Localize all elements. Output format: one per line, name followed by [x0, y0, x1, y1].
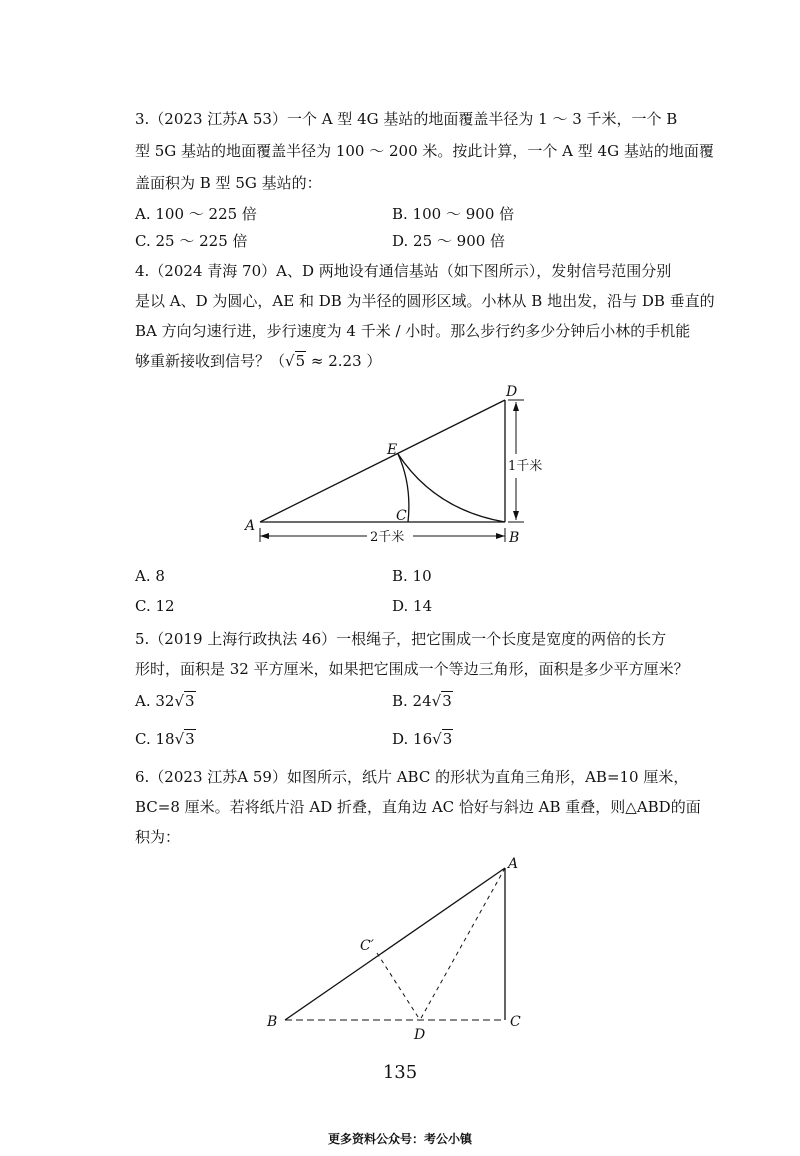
q4-option-a: A. 8	[135, 567, 165, 585]
label-c: C	[510, 1014, 521, 1030]
segment-cpd	[377, 953, 420, 1020]
sqrt-3-radicand: 3	[442, 692, 452, 710]
dim-label-db: 1千米	[508, 459, 543, 474]
label-b: B	[267, 1014, 278, 1030]
q6-figure	[255, 850, 555, 1050]
q4-option-d: D. 14	[392, 597, 433, 615]
q4-option-c: C. 12	[135, 597, 175, 615]
arc-from-d	[398, 454, 505, 522]
q4-figure	[230, 380, 550, 550]
label-d: D	[506, 384, 518, 400]
sqrt-3: √3	[174, 730, 195, 748]
page-number: 135	[382, 1062, 418, 1083]
q6-line-2: BC=8 厘米。若将纸片沿 AD 折叠，直角边 AC 恰好与斜边 AB 重叠，则△ABD的面	[135, 798, 701, 816]
q5-option-b-coef: B. 24	[392, 692, 432, 710]
sqrt-3-radicand: 3	[185, 730, 195, 748]
q3-line-1: 3.（2023 江苏A 53）一个 A 型 4G 基站的地面覆盖半径为 1 ～ 3 千米，一个 B	[135, 110, 678, 128]
q5-option-b	[392, 690, 453, 712]
q4-option-b: B. 10	[392, 567, 432, 585]
q5-option-a	[135, 690, 196, 712]
sqrt-5: √5	[285, 352, 306, 370]
sqrt-3: √3	[431, 692, 452, 710]
q3-option-b: B. 100 ～ 900 倍	[392, 205, 515, 223]
label-e: E	[387, 442, 398, 458]
q4-line-4-text: 够重新接收到信号？（	[135, 352, 286, 370]
segment-ad-fold	[420, 868, 505, 1020]
segment-ad	[260, 400, 505, 522]
q6-line-1: 6.（2023 江苏A 59）如图所示，纸片 ABC 的形状为直角三角形，AB=10 厘米，	[135, 768, 689, 786]
q4-line-2: 是以 A、D 为圆心，AE 和 DB 为半径的圆形区域。小林从 B 地出发，沿与 DB 垂直的	[135, 292, 715, 310]
arrow-up-icon	[513, 402, 519, 411]
sqrt-3: √3	[174, 692, 195, 710]
q5-option-c-coef: C. 18	[135, 730, 175, 748]
q3-line-2: 型 5G 基站的地面覆盖半径为 100 ～ 200 米。按此计算，一个 A 型 4G 基站的地面覆	[135, 142, 714, 160]
q5-line-1: 5.（2019 上海行政执法 46）一根绳子，把它围成一个长度是宽度的两倍的长方	[135, 630, 667, 648]
q4-line-3: BA 方向匀速行进，步行速度为 4 千米 / 小时。那么步行约多少分钟后小林的手机能	[135, 322, 691, 340]
q5-line-2: 形时，面积是 32 平方厘米，如果把它围成一个等边三角形，面积是多少平方厘米？	[135, 660, 689, 678]
label-d: D	[414, 1027, 426, 1043]
arrow-down-icon	[513, 511, 519, 520]
label-c-prime: C′	[360, 938, 374, 954]
label-c: C	[396, 508, 407, 524]
arrow-left-icon	[260, 533, 269, 539]
footer-note: 更多资料公众号：考公小镇	[327, 1132, 472, 1146]
q4-line-4	[135, 350, 381, 372]
label-a: A	[245, 518, 256, 534]
q3-option-c: C. 25 ～ 225 倍	[135, 232, 248, 250]
q4-line-1: 4.（2024 青海 70）A、D 两地设有通信基站（如下图所示），发射信号范围分别	[135, 262, 672, 280]
sqrt-3-radicand: 3	[442, 730, 453, 748]
dim-label-ab: 2千米	[370, 530, 405, 545]
sqrt-3-radicand: 3	[185, 692, 195, 710]
sqrt-5-radicand: 5	[295, 352, 306, 370]
q5-option-a-coef: A. 32	[135, 692, 175, 710]
sqrt-3: √3	[432, 730, 453, 748]
q5-option-d	[392, 728, 453, 750]
q5-option-c	[135, 728, 196, 750]
q4-line-4-tail: ≈ 2.23 ）	[306, 352, 382, 370]
q3-line-3: 盖面积为 B 型 5G 基站的：	[135, 174, 322, 192]
q6-line-3: 积为：	[135, 828, 181, 846]
label-a: A	[508, 856, 519, 872]
segment-ba	[285, 868, 505, 1020]
q3-option-a: A. 100 ～ 225 倍	[135, 205, 257, 223]
arrow-right-icon	[496, 533, 505, 539]
q5-option-d-coef: D. 16	[392, 730, 433, 748]
q3-option-d: D. 25 ～ 900 倍	[392, 232, 506, 250]
label-b: B	[509, 530, 520, 546]
